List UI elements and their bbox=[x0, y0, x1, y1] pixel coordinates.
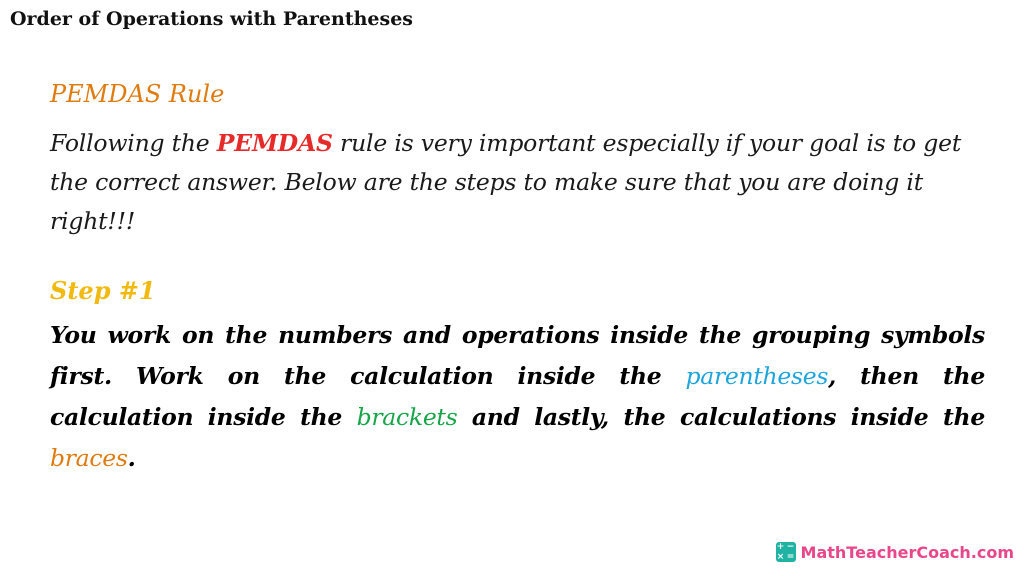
rule-intro-paragraph bbox=[50, 124, 985, 241]
pemdas-highlight: PEMDAS bbox=[216, 129, 333, 157]
step-paragraph bbox=[50, 315, 985, 479]
step-text-part2: , then the calculation inside the bbox=[50, 362, 985, 431]
calculator-icon: + − × = bbox=[776, 542, 795, 562]
brand-logo bbox=[776, 542, 1014, 562]
step-heading: Step #1 bbox=[50, 276, 156, 305]
brand-name: MathTeacherCoach.com bbox=[800, 542, 1014, 562]
step-text-part1: You work on the numbers and operations inside the grouping symbols first. Work on the calculation inside the bbox=[50, 321, 985, 390]
step-text-part4: . bbox=[127, 444, 136, 472]
intro-text-before: Following the bbox=[50, 129, 217, 157]
step-text-part3: and lastly, the calculations inside the bbox=[457, 403, 985, 431]
keyword-braces: braces bbox=[50, 444, 128, 472]
slide-content bbox=[50, 78, 985, 479]
page-title: Order of Operations with Parentheses bbox=[10, 8, 413, 30]
keyword-brackets: brackets bbox=[356, 403, 458, 431]
keyword-parentheses: parentheses bbox=[685, 362, 829, 390]
intro-text-after: rule is very important especially if your goal is to get the correct answer. Below are the steps to make sure that you are doing it right!!! bbox=[50, 129, 962, 235]
rule-heading: PEMDAS Rule bbox=[50, 80, 225, 108]
